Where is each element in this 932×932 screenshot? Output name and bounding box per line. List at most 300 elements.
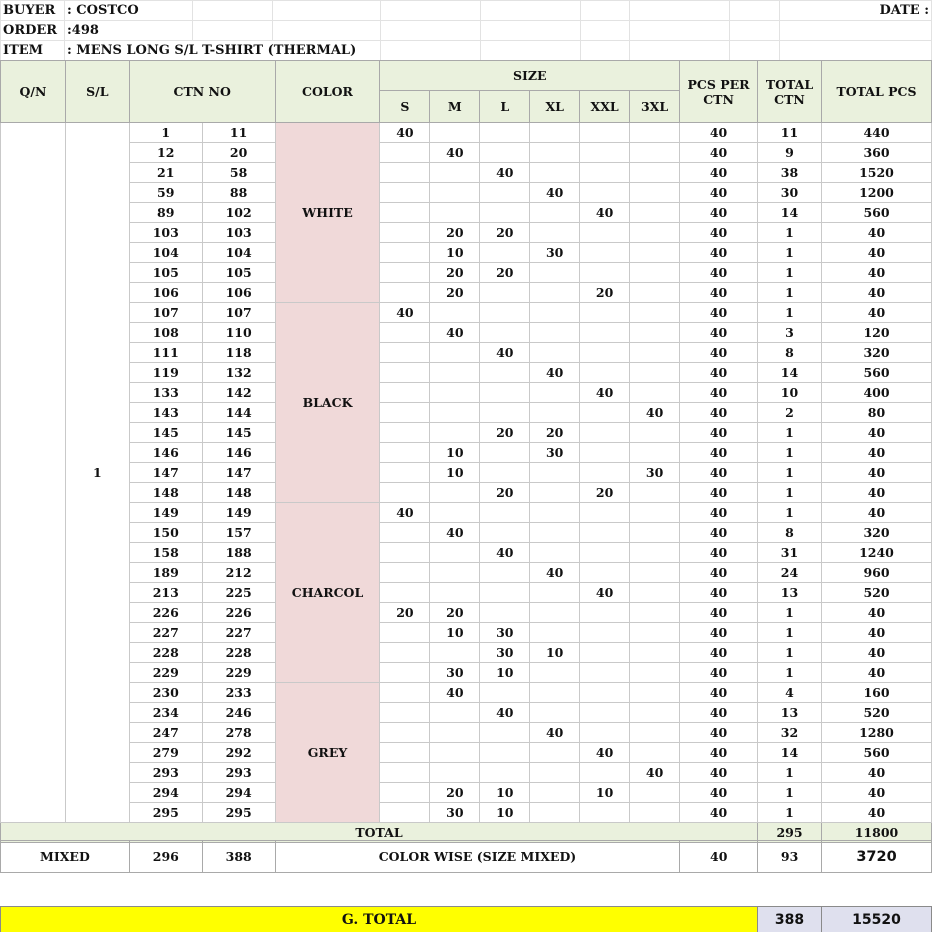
size-xl-cell xyxy=(530,223,580,243)
size-l-cell: 20 xyxy=(480,483,530,503)
pcs-per-ctn-cell: 40 xyxy=(680,363,758,383)
size-l-cell xyxy=(480,303,530,323)
total-ctn-line2: CTN xyxy=(774,91,805,107)
size-xxl-cell xyxy=(580,423,630,443)
total-ctn-cell: 14 xyxy=(758,203,822,223)
size-xl-cell xyxy=(530,483,580,503)
total-ctn-cell: 1 xyxy=(758,663,822,683)
size-s-cell xyxy=(380,223,430,243)
total-ctn-cell: 1 xyxy=(758,803,822,823)
pcs-per-ctn-cell: 40 xyxy=(680,743,758,763)
size-xl-cell xyxy=(530,323,580,343)
grand-total-table xyxy=(0,906,932,932)
total-ctn-line1: TOTAL xyxy=(765,76,814,92)
size-x3-cell xyxy=(630,543,680,563)
size-xl-cell xyxy=(530,543,580,563)
size-l-cell: 40 xyxy=(480,703,530,723)
pcs-per-ctn-cell: 40 xyxy=(680,203,758,223)
table-body xyxy=(1,123,932,843)
total-pcs-cell: 440 xyxy=(821,123,931,143)
ctn-to: 295 xyxy=(202,803,275,823)
table-row xyxy=(1,603,932,623)
table-row xyxy=(1,623,932,643)
buyer-value: : COSTCO xyxy=(64,1,192,21)
size-m-cell xyxy=(430,303,480,323)
table-row xyxy=(1,483,932,503)
size-l-cell xyxy=(480,283,530,303)
ctn-to: 132 xyxy=(202,363,275,383)
grand-total-ctn: 388 xyxy=(758,907,822,932)
size-l-cell xyxy=(480,363,530,383)
total-ctn-cell: 31 xyxy=(758,543,822,563)
size-s-cell: 20 xyxy=(380,603,430,623)
size-xl-cell xyxy=(530,683,580,703)
ctn-from: 143 xyxy=(129,403,202,423)
size-x3-cell xyxy=(630,323,680,343)
table-row xyxy=(1,383,932,403)
size-m-cell xyxy=(430,203,480,223)
ctn-to: 145 xyxy=(202,423,275,443)
ctn-to: 292 xyxy=(202,743,275,763)
pcs-per-ctn-cell: 40 xyxy=(680,763,758,783)
ctn-from: 1 xyxy=(129,123,202,143)
mixed-from: 296 xyxy=(129,841,202,873)
total-pcs-cell: 40 xyxy=(821,443,931,463)
size-xxl-cell xyxy=(580,323,630,343)
size-x3-cell xyxy=(630,163,680,183)
pcs-per-ctn-line2: CTN xyxy=(703,91,734,107)
pcs-per-ctn-header xyxy=(680,61,758,123)
total-pcs-cell: 40 xyxy=(821,223,931,243)
pcs-per-ctn-cell: 40 xyxy=(680,243,758,263)
total-ctn-cell: 2 xyxy=(758,403,822,423)
total-pcs-cell: 560 xyxy=(821,743,931,763)
size-x3-cell xyxy=(630,423,680,443)
size-s-cell xyxy=(380,663,430,683)
table-row xyxy=(1,703,932,723)
ctn-to: 105 xyxy=(202,263,275,283)
packing-table xyxy=(0,60,932,843)
size-x3-cell xyxy=(630,343,680,363)
size-s-cell xyxy=(380,783,430,803)
table-row xyxy=(1,263,932,283)
ctn-to: 103 xyxy=(202,223,275,243)
size-x3-cell xyxy=(630,303,680,323)
size-xl-cell xyxy=(530,803,580,823)
pcs-per-ctn-cell: 40 xyxy=(680,663,758,683)
total-pcs-cell: 1240 xyxy=(821,543,931,563)
total-pcs-cell: 1280 xyxy=(821,723,931,743)
mixed-row-table xyxy=(0,840,932,873)
size-xxl-cell xyxy=(580,723,630,743)
table-row xyxy=(1,523,932,543)
pcs-per-ctn-cell: 40 xyxy=(680,703,758,723)
size-xxl-cell xyxy=(580,403,630,423)
total-pcs-header: TOTAL PCS xyxy=(821,61,931,123)
ctn-to: 229 xyxy=(202,663,275,683)
total-pcs-cell: 40 xyxy=(821,603,931,623)
pcs-per-ctn-cell: 40 xyxy=(680,343,758,363)
size-m-cell xyxy=(430,543,480,563)
qn-cell xyxy=(1,123,66,823)
total-pcs-cell: 520 xyxy=(821,583,931,603)
total-pcs-cell: 40 xyxy=(821,303,931,323)
ctn-from: 107 xyxy=(129,303,202,323)
size-x3-cell xyxy=(630,623,680,643)
size-s-cell xyxy=(380,643,430,663)
total-pcs-cell: 1520 xyxy=(821,163,931,183)
pcs-per-ctn-cell: 40 xyxy=(680,383,758,403)
size-x3-cell xyxy=(630,183,680,203)
table-row xyxy=(1,643,932,663)
total-pcs-cell: 40 xyxy=(821,283,931,303)
ctn-to: 212 xyxy=(202,563,275,583)
size-xl-cell xyxy=(530,503,580,523)
ctn-to: 58 xyxy=(202,163,275,183)
color-cell: WHITE xyxy=(275,123,380,303)
table-row xyxy=(1,743,932,763)
size-x3-cell xyxy=(630,223,680,243)
size-xl-cell xyxy=(530,463,580,483)
size-l-cell xyxy=(480,443,530,463)
ctn-to: 20 xyxy=(202,143,275,163)
ctn-from: 104 xyxy=(129,243,202,263)
total-pcs-cell: 320 xyxy=(821,343,931,363)
size-s-cell xyxy=(380,623,430,643)
total-pcs-cell: 160 xyxy=(821,683,931,703)
ctn-from: 111 xyxy=(129,343,202,363)
mixed-desc: COLOR WISE (SIZE MIXED) xyxy=(275,841,680,873)
size-m-cell xyxy=(430,723,480,743)
pcs-per-ctn-cell: 40 xyxy=(680,543,758,563)
size-xl-cell: 20 xyxy=(530,423,580,443)
ctn-to: 294 xyxy=(202,783,275,803)
table-row xyxy=(1,403,932,423)
size-l-cell: 10 xyxy=(480,803,530,823)
size-l-cell xyxy=(480,763,530,783)
size-xxl-cell xyxy=(580,243,630,263)
size-s-cell xyxy=(380,403,430,423)
pcs-per-ctn-cell: 40 xyxy=(680,443,758,463)
size-xxl-cell xyxy=(580,563,630,583)
size-x3-cell xyxy=(630,723,680,743)
size-s-cell xyxy=(380,463,430,483)
size-xl-cell: 40 xyxy=(530,363,580,383)
header-block xyxy=(0,0,932,61)
total-ctn-cell: 4 xyxy=(758,683,822,703)
size-l-cell xyxy=(480,143,530,163)
pcs-per-ctn-cell: 40 xyxy=(680,183,758,203)
ctn-from: 106 xyxy=(129,283,202,303)
total-ctn-cell: 1 xyxy=(758,483,822,503)
size-s-header: S xyxy=(380,91,430,123)
size-xxl-cell xyxy=(580,763,630,783)
table-row xyxy=(1,663,932,683)
date-label: DATE : xyxy=(780,1,932,21)
mixed-pcs: 40 xyxy=(680,841,758,873)
total-pcs-cell: 960 xyxy=(821,563,931,583)
total-pcs-cell: 80 xyxy=(821,403,931,423)
ctn-to: 149 xyxy=(202,503,275,523)
size-l-cell xyxy=(480,123,530,143)
ctn-no-header: CTN NO xyxy=(129,61,275,123)
total-ctn-cell: 1 xyxy=(758,763,822,783)
size-l-cell xyxy=(480,563,530,583)
size-xl-cell: 30 xyxy=(530,243,580,263)
size-x3-cell xyxy=(630,783,680,803)
size-xxl-cell: 40 xyxy=(580,583,630,603)
color-cell: GREY xyxy=(275,683,380,823)
table-row xyxy=(1,723,932,743)
total-pcs-cell: 120 xyxy=(821,323,931,343)
ctn-from: 21 xyxy=(129,163,202,183)
ctn-to: 148 xyxy=(202,483,275,503)
ctn-from: 279 xyxy=(129,743,202,763)
total-pcs-cell: 320 xyxy=(821,523,931,543)
size-xxl-cell xyxy=(580,223,630,243)
size-l-cell xyxy=(480,683,530,703)
total-ctn-cell: 8 xyxy=(758,523,822,543)
size-m-cell: 30 xyxy=(430,803,480,823)
table-row xyxy=(1,203,932,223)
pcs-per-ctn-cell: 40 xyxy=(680,403,758,423)
total-ctn-cell: 11 xyxy=(758,123,822,143)
total-ctn-cell: 1 xyxy=(758,783,822,803)
size-s-cell xyxy=(380,143,430,163)
size-xxl-cell: 20 xyxy=(580,283,630,303)
size-x3-cell xyxy=(630,803,680,823)
size-s-cell xyxy=(380,243,430,263)
size-s-cell xyxy=(380,343,430,363)
color-cell: CHARCOL xyxy=(275,503,380,683)
total-label: TOTAL xyxy=(1,823,758,843)
ctn-to: 228 xyxy=(202,643,275,663)
size-m-cell: 20 xyxy=(430,223,480,243)
size-xl-cell: 40 xyxy=(530,183,580,203)
size-m-cell: 30 xyxy=(430,663,480,683)
ctn-from: 133 xyxy=(129,383,202,403)
size-x3-cell xyxy=(630,603,680,623)
total-ctn-cell: 1 xyxy=(758,303,822,323)
pcs-per-ctn-cell: 40 xyxy=(680,783,758,803)
total-pcs-cell: 360 xyxy=(821,143,931,163)
pcs-per-ctn-line1: PCS PER xyxy=(687,76,750,92)
table-row xyxy=(1,583,932,603)
ctn-from: 247 xyxy=(129,723,202,743)
size-l-cell xyxy=(480,503,530,523)
total-ctn-cell: 1 xyxy=(758,243,822,263)
table-row xyxy=(1,783,932,803)
size-m-cell xyxy=(430,383,480,403)
total-pcs-cell: 40 xyxy=(821,243,931,263)
size-x3-cell xyxy=(630,523,680,543)
pcs-per-ctn-cell: 40 xyxy=(680,163,758,183)
size-xxl-cell xyxy=(580,603,630,623)
size-s-cell xyxy=(380,743,430,763)
total-ctn-cell: 1 xyxy=(758,643,822,663)
table-row xyxy=(1,123,932,143)
pcs-per-ctn-cell: 40 xyxy=(680,323,758,343)
ctn-to: 157 xyxy=(202,523,275,543)
ctn-from: 148 xyxy=(129,483,202,503)
size-x3-cell xyxy=(630,363,680,383)
size-l-cell xyxy=(480,183,530,203)
total-pcs-cell: 40 xyxy=(821,263,931,283)
size-x3-cell xyxy=(630,703,680,723)
size-l-cell: 20 xyxy=(480,223,530,243)
size-3xl-header: 3XL xyxy=(630,91,680,123)
total-pcs-cell: 560 xyxy=(821,203,931,223)
total-ctn-cell: 9 xyxy=(758,143,822,163)
total-ctn-cell: 1 xyxy=(758,263,822,283)
size-m-cell xyxy=(430,763,480,783)
size-xxl-cell: 40 xyxy=(580,743,630,763)
total-ctn-cell: 1 xyxy=(758,283,822,303)
table-row xyxy=(1,683,932,703)
total-ctn-cell: 32 xyxy=(758,723,822,743)
size-l-cell: 30 xyxy=(480,643,530,663)
size-m-cell xyxy=(430,403,480,423)
table-row xyxy=(1,243,932,263)
table-row xyxy=(1,763,932,783)
size-xl-cell xyxy=(530,203,580,223)
size-m-cell xyxy=(430,743,480,763)
size-xxl-cell xyxy=(580,163,630,183)
size-xxl-cell: 10 xyxy=(580,783,630,803)
size-m-cell xyxy=(430,563,480,583)
size-l-cell: 30 xyxy=(480,623,530,643)
ctn-from: 158 xyxy=(129,543,202,563)
size-l-cell xyxy=(480,743,530,763)
size-m-cell: 40 xyxy=(430,323,480,343)
size-x3-cell xyxy=(630,483,680,503)
total-pcs-cell: 40 xyxy=(821,663,931,683)
pcs-per-ctn-cell: 40 xyxy=(680,603,758,623)
ctn-from: 294 xyxy=(129,783,202,803)
size-m-cell: 40 xyxy=(430,683,480,703)
ctn-to: 233 xyxy=(202,683,275,703)
pcs-per-ctn-cell: 40 xyxy=(680,563,758,583)
pcs-per-ctn-cell: 40 xyxy=(680,143,758,163)
size-m-cell: 20 xyxy=(430,263,480,283)
ctn-from: 146 xyxy=(129,443,202,463)
size-m-cell: 40 xyxy=(430,143,480,163)
size-l-cell xyxy=(480,603,530,623)
mixed-to: 388 xyxy=(202,841,275,873)
size-xxl-cell xyxy=(580,523,630,543)
size-xxl-cell xyxy=(580,123,630,143)
ctn-to: 107 xyxy=(202,303,275,323)
size-xl-cell xyxy=(530,743,580,763)
size-l-cell xyxy=(480,583,530,603)
size-m-cell xyxy=(430,183,480,203)
ctn-to: 104 xyxy=(202,243,275,263)
table-row xyxy=(1,803,932,823)
size-x3-cell: 40 xyxy=(630,763,680,783)
size-x3-cell xyxy=(630,263,680,283)
size-xl-cell xyxy=(530,663,580,683)
color-cell: BLACK xyxy=(275,303,380,503)
size-m-cell xyxy=(430,703,480,723)
pcs-per-ctn-cell: 40 xyxy=(680,503,758,523)
size-x3-cell xyxy=(630,143,680,163)
item-value: : MENS LONG S/L T-SHIRT (THERMAL) xyxy=(64,41,380,61)
pcs-per-ctn-cell: 40 xyxy=(680,303,758,323)
size-x3-cell xyxy=(630,683,680,703)
ctn-from: 229 xyxy=(129,663,202,683)
size-s-cell xyxy=(380,803,430,823)
size-l-cell: 10 xyxy=(480,783,530,803)
size-x3-cell xyxy=(630,243,680,263)
total-ctn-cell: 1 xyxy=(758,443,822,463)
total-ctn: 295 xyxy=(758,823,822,843)
ctn-from: 119 xyxy=(129,363,202,383)
size-xxl-cell: 40 xyxy=(580,203,630,223)
size-l-cell: 40 xyxy=(480,543,530,563)
pcs-per-ctn-cell: 40 xyxy=(680,723,758,743)
size-xl-cell xyxy=(530,383,580,403)
item-label: ITEM xyxy=(1,41,65,61)
size-m-cell: 40 xyxy=(430,523,480,543)
size-m-cell xyxy=(430,483,480,503)
total-pcs-cell: 40 xyxy=(821,503,931,523)
size-l-cell: 20 xyxy=(480,263,530,283)
size-xxl-cell xyxy=(580,263,630,283)
color-header: COLOR xyxy=(275,61,380,123)
table-row xyxy=(1,183,932,203)
ctn-from: 108 xyxy=(129,323,202,343)
size-l-header: L xyxy=(480,91,530,123)
size-xl-cell xyxy=(530,623,580,643)
ctn-from: 230 xyxy=(129,683,202,703)
size-l-cell xyxy=(480,383,530,403)
size-xl-cell xyxy=(530,263,580,283)
size-xl-cell xyxy=(530,163,580,183)
pcs-per-ctn-cell: 40 xyxy=(680,623,758,643)
size-x3-cell xyxy=(630,743,680,763)
ctn-to: 225 xyxy=(202,583,275,603)
size-s-cell xyxy=(380,423,430,443)
ctn-to: 11 xyxy=(202,123,275,143)
size-xxl-cell xyxy=(580,503,630,523)
pcs-per-ctn-cell: 40 xyxy=(680,683,758,703)
size-xl-header: XL xyxy=(530,91,580,123)
ctn-to: 118 xyxy=(202,343,275,363)
size-xxl-cell xyxy=(580,643,630,663)
mixed-ctn: 93 xyxy=(758,841,822,873)
size-s-cell xyxy=(380,523,430,543)
table-row xyxy=(1,223,932,243)
ctn-to: 226 xyxy=(202,603,275,623)
size-xl-cell xyxy=(530,523,580,543)
size-m-cell: 20 xyxy=(430,283,480,303)
ctn-from: 234 xyxy=(129,703,202,723)
table-row xyxy=(1,163,932,183)
table-row xyxy=(1,283,932,303)
size-l-cell: 10 xyxy=(480,663,530,683)
size-xl-cell xyxy=(530,303,580,323)
ctn-to: 293 xyxy=(202,763,275,783)
size-m-cell: 20 xyxy=(430,603,480,623)
size-l-cell xyxy=(480,723,530,743)
pcs-per-ctn-cell: 40 xyxy=(680,283,758,303)
ctn-from: 145 xyxy=(129,423,202,443)
ctn-to: 246 xyxy=(202,703,275,723)
size-l-cell xyxy=(480,203,530,223)
size-xxl-cell xyxy=(580,303,630,323)
ctn-to: 144 xyxy=(202,403,275,423)
ctn-from: 213 xyxy=(129,583,202,603)
